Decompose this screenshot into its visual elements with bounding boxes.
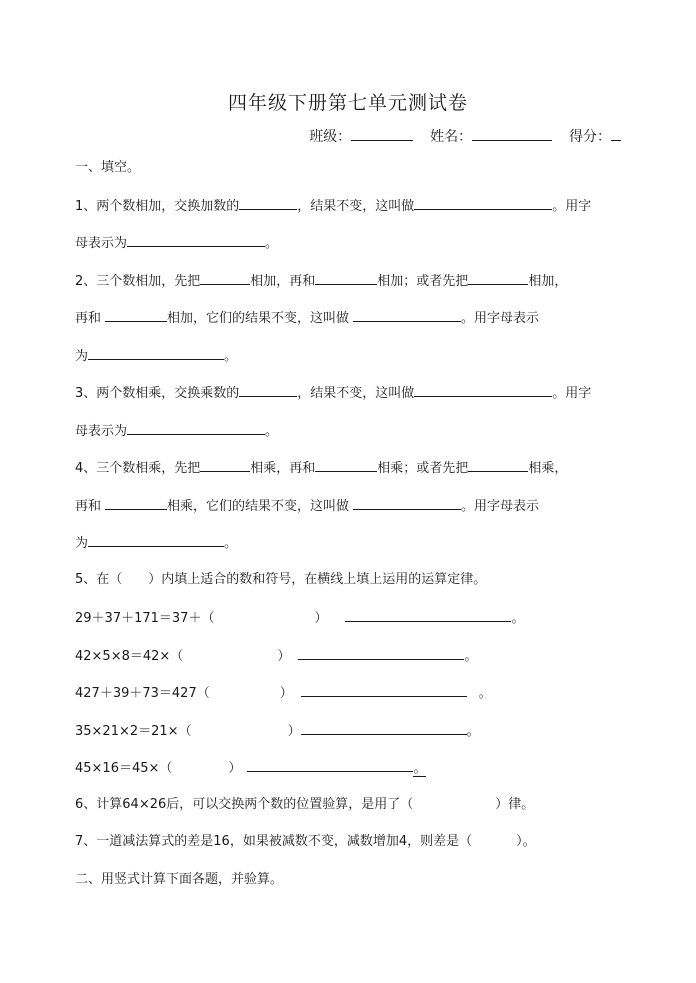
q5-item-5: 45×16＝45×（ ） 。 xyxy=(75,758,426,778)
q5-item-2: 42×5×8＝42×（ ） 。 xyxy=(75,646,477,666)
q1-blank-1[interactable] xyxy=(239,196,297,210)
q4-blank-3[interactable] xyxy=(468,458,528,472)
q2-blank-4[interactable] xyxy=(105,308,167,322)
q2-blank-1[interactable] xyxy=(200,271,250,285)
q5-line-blank-4[interactable] xyxy=(301,721,467,735)
q3-blank-3[interactable] xyxy=(127,421,265,435)
q4-blank-4[interactable] xyxy=(105,496,167,510)
page-title: 四年级下册第七单元测试卷 xyxy=(227,92,468,114)
question-3-line-1: 3、两个数相乘，交换乘数的 ，结果不变，这叫做 。用字 xyxy=(75,383,591,403)
q5-line-blank-3[interactable] xyxy=(301,683,467,697)
q3-blank-2[interactable] xyxy=(414,383,552,397)
class-label: 班级： xyxy=(309,129,352,145)
q4-blank-6[interactable] xyxy=(88,533,224,547)
q5-item-4: 35×21×2＝21×（ ） 。 xyxy=(75,721,480,741)
q2-blank-6[interactable] xyxy=(88,346,224,360)
q2-blank-2[interactable] xyxy=(315,271,377,285)
question-7: 7、一道减法算式的差是16，如果被减数不变，减数增加4，则差是（ ）。 xyxy=(75,834,536,849)
q5-line-blank-2[interactable] xyxy=(298,646,464,660)
name-label: 姓名： xyxy=(430,129,473,145)
q1-blank-3[interactable] xyxy=(127,233,265,247)
student-info-header xyxy=(309,126,621,146)
score-blank[interactable] xyxy=(611,127,621,141)
q5-line-blank-5[interactable] xyxy=(247,758,413,772)
q2-blank-5[interactable] xyxy=(353,308,461,322)
q4-blank-1[interactable] xyxy=(200,458,250,472)
question-4-line-1: 4、三个数相乘，先把 相乘，再和 相乘；或者先把 相乘， xyxy=(75,458,567,478)
q2-blank-3[interactable] xyxy=(468,271,528,285)
q1-blank-2[interactable] xyxy=(414,196,552,210)
question-2-line-3: 为 。 xyxy=(75,346,237,366)
q5-line-blank-1[interactable] xyxy=(345,608,511,622)
question-3-line-2: 母表示为 。 xyxy=(75,421,278,441)
question-6: 6、计算64×26后，可以交换两个数的位置验算，是用了（ ）律。 xyxy=(75,797,535,812)
question-2-line-1: 2、三个数相加，先把 相加，再和 相加；或者先把 相加， xyxy=(75,271,567,291)
section-heading-fill: 一、填空。 xyxy=(75,160,141,175)
q4-blank-5[interactable] xyxy=(353,496,461,510)
name-blank[interactable] xyxy=(472,127,552,141)
question-4-line-3: 为 。 xyxy=(75,533,237,553)
question-2-line-2: 再和 相加，它们的结果不变，这叫做 。用字母表示 xyxy=(75,308,539,328)
q5-item-3: 427＋39＋73＝427（ ） 。 xyxy=(75,683,492,703)
question-5-intro: 5、在（ ）内填上适合的数和符号，在横线上填上运用的运算定律。 xyxy=(75,572,487,587)
q4-blank-2[interactable] xyxy=(315,458,377,472)
q5-item-1: 29＋37＋171＝37＋（ ） 。 xyxy=(75,608,524,628)
class-blank[interactable] xyxy=(351,127,413,141)
question-1-line-2: 母表示为 。 xyxy=(75,233,278,253)
question-1-line-1: 1、两个数相加，交换加数的 ，结果不变，这叫做 。用字 xyxy=(75,196,591,216)
section-heading-vertical-calc: 二、用竖式计算下面各题，并验算。 xyxy=(75,872,284,887)
question-4-line-2: 再和 相乘，它们的结果不变，这叫做 。用字母表示 xyxy=(75,496,539,516)
score-label: 得分： xyxy=(569,129,611,145)
q3-blank-1[interactable] xyxy=(239,383,297,397)
